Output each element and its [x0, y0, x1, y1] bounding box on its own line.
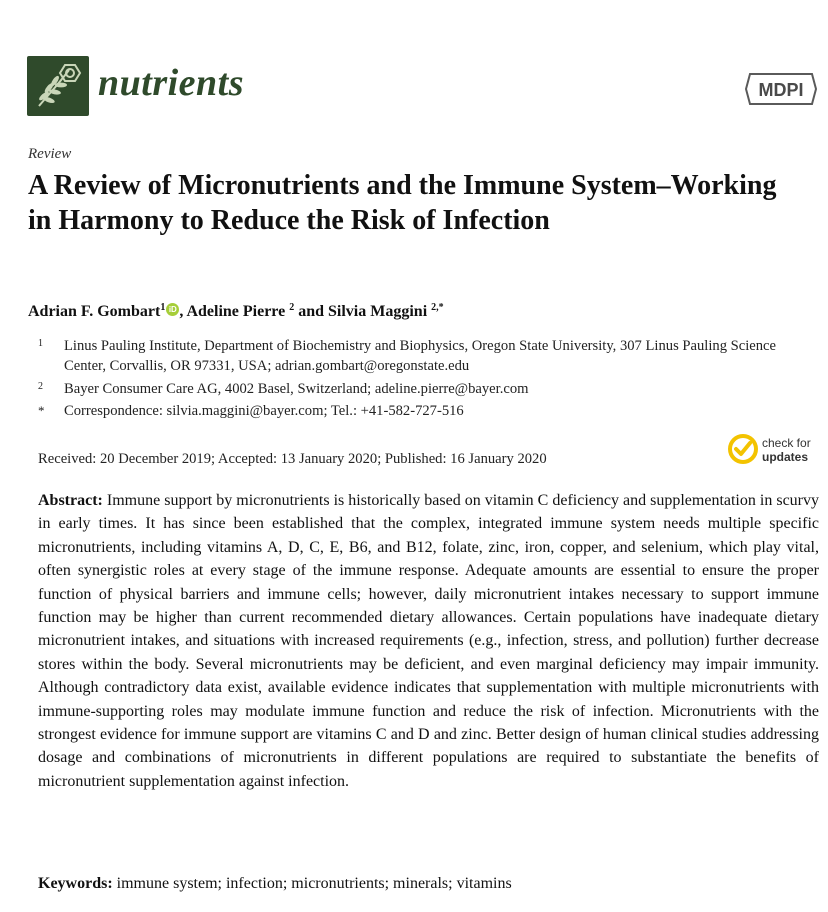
keywords-text: immune system; infection; micronutrients; minerals; vitamins	[116, 875, 512, 892]
correspondence-text: Correspondence: silvia.maggini@bayer.com; Tel.: +41-582-727-516	[64, 403, 464, 419]
check-for-updates-button[interactable]	[728, 434, 823, 466]
affiliation-marker: *	[38, 403, 45, 418]
author-affiliation-marker: 2	[289, 302, 295, 313]
affiliation-marker: 1	[38, 338, 43, 349]
keywords-label: Keywords:	[38, 875, 113, 892]
article-title: A Review of Micronutrients and the Immune System–Working in Harmony to Reduce the Risk of Infection	[28, 170, 777, 236]
affiliation-text: Bayer Consumer Care AG, 4002 Basel, Switzerland; adeline.pierre@bayer.com	[64, 381, 529, 397]
author-name: Adrian F. Gombart	[28, 303, 161, 320]
publication-dates: Received: 20 December 2019; Accepted: 13 January 2020; Published: 16 January 2020	[38, 451, 547, 467]
keywords	[38, 875, 512, 893]
abstract-text: Immune support by micronutrients is historically based on vitamin C deficiency and supplementation in scurvy in early times. It has since been established that the complex, integrated immune system needs multiple specific micronutrients, including vitamins A, D, C, E, B6, and B12, folate, zinc, iron, copper, and selenium, which play vital, often synergistic roles at every stage of the immune response. Adequate amounts are essential to ensure the proper function of physical barriers and immune cells; however, daily micronutrient intakes necessary to support immune function may be higher than current recommended dietary allowances. Certain populations have inadequate dietary micronutrient intakes, and situations with increased requirements (e.g., infection, stress, and pollution) further decrease stores within the body. Several micronutrients may be deficient, and even marginal deficiency may impair immunity. Although contradictory data exist, available evidence indicates that supplementation with multiple micronutrients with immune-supporting roles may modulate immune function and reduce the risk of infection. Micronutrients with the strongest evidence for immune support are vitamins C and D and zinc. Better design of human clinical studies addressing dosage and combinations of micronutrients in different populations are required to substantiate the benefits of micronutrient supplementation against infection.	[38, 492, 820, 790]
article-type: Review	[28, 146, 72, 162]
author-affiliation-marker: 2,*	[431, 302, 444, 313]
author-separator: and	[294, 303, 329, 320]
check-updates-line2: updates	[762, 450, 809, 464]
publisher-name: MDPI	[758, 80, 804, 100]
check-updates-icon	[728, 434, 758, 464]
correspondence-item	[38, 401, 818, 421]
author-name: Adeline Pierre	[186, 303, 286, 320]
journal-name: nutrients	[98, 62, 245, 104]
journal-logo-icon	[27, 56, 89, 116]
mdpi-logo-icon	[744, 71, 818, 107]
abstract	[38, 489, 819, 793]
affiliation-text: Linus Pauling Institute, Department of Biochemistry and Biophysics, Oregon State University, 307 Linus Pauling Science Center, Corvallis, OR 97331, USA; adrian.gombart@oregonstate.edu	[64, 338, 777, 374]
abstract-label: Abstract:	[38, 492, 103, 509]
affiliation-marker: 2	[38, 381, 43, 392]
orcid-icon[interactable]: iD	[166, 303, 179, 316]
check-updates-line1: check for	[762, 436, 811, 450]
author-separator: ,	[179, 303, 187, 320]
author-list	[28, 302, 444, 321]
author-name: Silvia Maggini	[328, 303, 428, 320]
author-affiliation-marker: 1	[160, 302, 166, 313]
affiliation-item	[38, 379, 818, 399]
affiliation-item	[38, 336, 818, 376]
